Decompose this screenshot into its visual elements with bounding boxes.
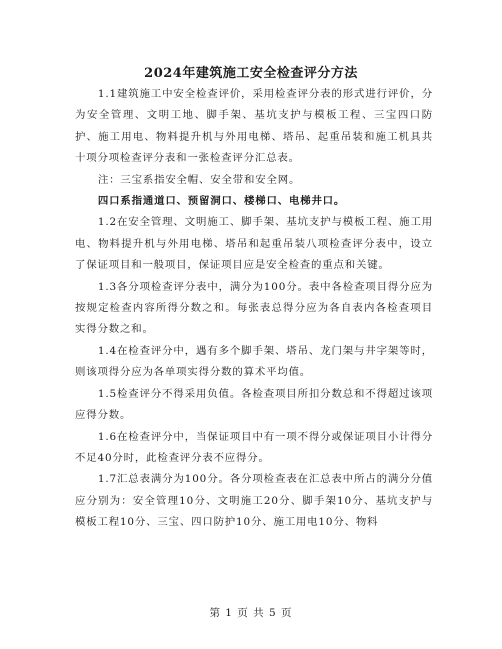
paragraph-1-7: 1.7汇总表满分为100分。各分项检查表在汇总表中所占的满分分值应分别为：安全管理10分、文明施工20分、脚手架10分、基坑支护与模板工程10分、三宝、四口防护10分、施工用电10分、物料 <box>75 473 433 529</box>
paragraph-1-3: 1.3各分项检查评分表中，满分为100分。表中各检查项目得分应为按规定检查内容所得分数之和。每张表总得分应为各自表内各检查项目实得分数之和。 <box>75 280 433 336</box>
document-body <box>75 84 433 534</box>
page-footer: 第 1 页 共 5 页 <box>209 607 293 619</box>
paragraph-1-5: 1.5检查评分不得采用负值。各检查项目所扣分数总和不得超过该项应得分数。 <box>75 387 433 422</box>
paragraph-1-4: 1.4在检查评分中，遇有多个脚手架、塔吊、龙门架与井字架等时，则该项得分应为各单项实得分数的算术平均值。 <box>75 344 433 379</box>
paragraph-1-6: 1.6在检查评分中，当保证项目中有一项不得分或保证项目小计得分不足40分时，此检查评分表不应得分。 <box>75 430 433 464</box>
paragraph-note-sikou: 四口系指通道口、预留洞口、楼梯口、电梯井口。 <box>97 195 346 208</box>
paragraph-note-sanbao: 注：三宝系指安全帽、安全带和安全网。 <box>97 173 301 186</box>
paragraph-1-2: 1.2在安全管理、文明施工、脚手架、基坑支护与模板工程、施工用电、物料提升机与外用电梯、塔吊和起重吊装八项检查评分表中，设立了保证项目和一般项目，保证项目应是安全检查的重点和关键。 <box>75 216 433 272</box>
document-title: 2024年建筑施工安全检查评分方法 <box>144 66 358 81</box>
paragraph-1-1: 1.1建筑施工中安全检查评价，采用检查评分表的形式进行评价，分为安全管理、文明工地、脚手架、基坑支护与模板工程、三宝四口防护、施工用电、物料提升机与外用电梯、塔吊、起重吊装和施工机具共十项分项检查评分表和一张检查评分汇总表。 <box>75 88 433 165</box>
